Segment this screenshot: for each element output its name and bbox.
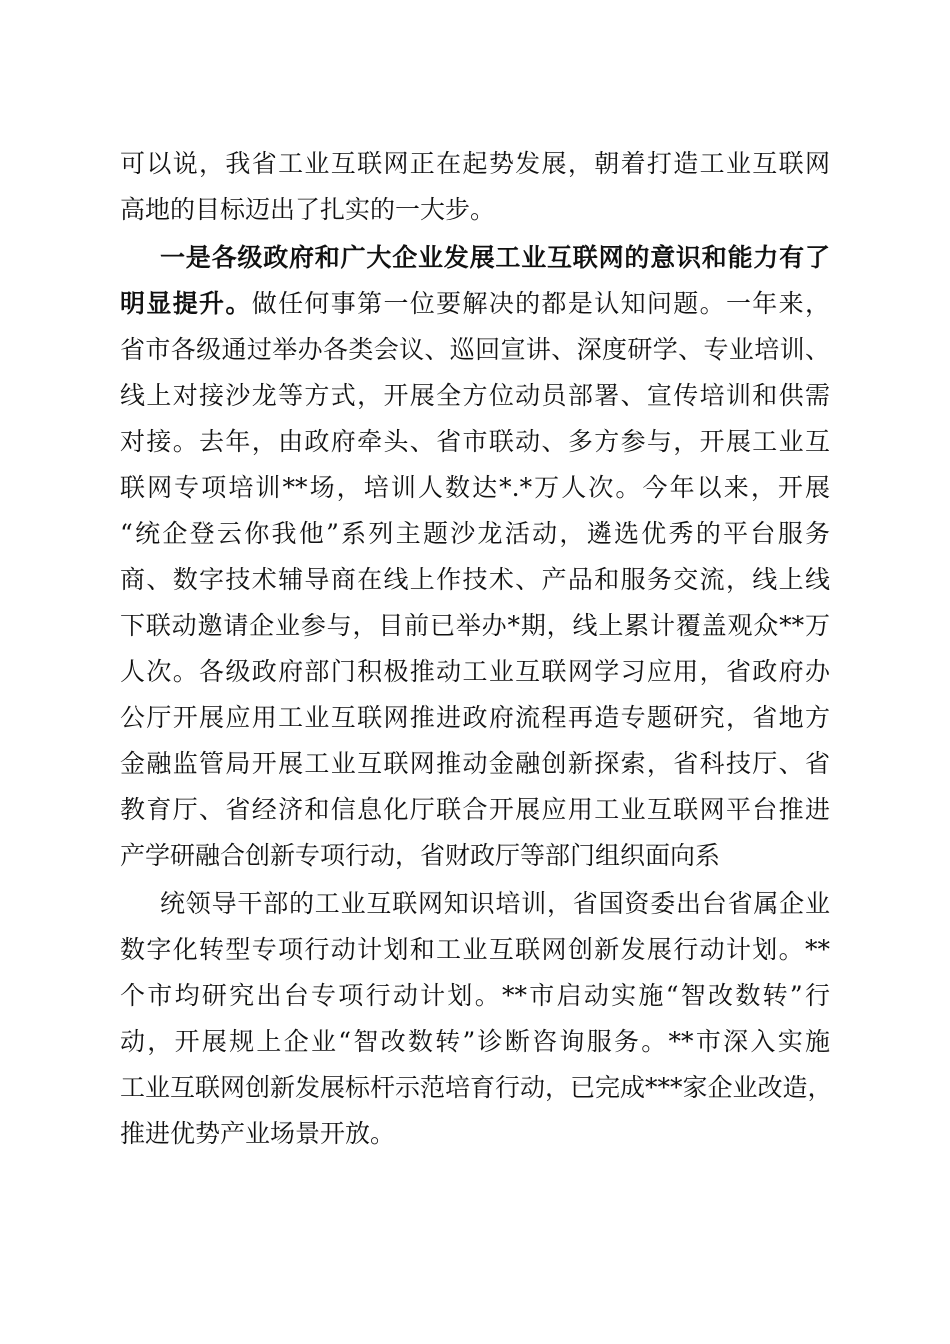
text-line: 动，开展规上企业“智改数转”诊断咨询服务。**市深入实施 [120,1027,830,1056]
text-line: 产学研融合创新专项行动，省财政厅等部门组织面向系 [120,841,721,870]
text-line: 公厅开展应用工业互联网推进政府流程再造专题研究，省地方 [120,703,830,732]
text-line: 可以说，我省工业互联网正在起势发展，朝着打造工业互联网 [120,149,830,178]
text-run: 做任何事第一位要解决的都是认知问题。一年来， [251,289,830,318]
text-line: 教育厅、省经济和信息化厅联合开展应用工业互联网平台推进 [120,795,830,824]
text-line: 推进优势产业场景开放。 [120,1119,396,1148]
text-line [120,281,830,327]
text-line: 个市均研究出台专项行动计划。**市启动实施“智改数转”行 [120,981,830,1010]
paragraph-2 [120,235,830,879]
text-line: “统企登云你我他”系列主题沙龙活动，遴选优秀的平台服务 [120,519,830,548]
text-line: 省市各级通过举办各类会议、巡回宣讲、深度研学、专业培训、 [120,335,830,364]
text-line: 工业互联网创新发展标杆示范培育行动，已完成***家企业改造， [120,1073,833,1102]
text-line: 人次。各级政府部门积极推动工业互联网学习应用，省政府办 [120,657,830,686]
text-line: 线上对接沙龙等方式，开展全方位动员部署、宣传培训和供需 [120,381,830,410]
text-line: 商、数字技术辅导商在线上作技术、产品和服务交流，线上线 [120,565,830,594]
paragraph-1 [120,141,830,233]
document-body [120,141,833,1157]
bold-lead-text: 明显提升。 [120,289,252,318]
text-line: 对接。去年，由政府牵头、省市联动、多方参与，开展工业互 [120,427,830,456]
bold-heading-line: 一是各级政府和广大企业发展工业互联网的意识和能力有了 [160,243,830,272]
paragraph-3 [120,881,833,1157]
text-line: 联网专项培训**场，培训人数达*.*万人次。今年以来，开展 [120,473,830,502]
text-line: 下联动邀请企业参与，目前已举办*期，线上累计覆盖观众**万 [120,611,830,640]
text-line: 高地的目标迈出了扎实的一大步。 [120,195,496,224]
text-line: 统领导干部的工业互联网知识培训，省国资委出台省属企业 [160,889,830,918]
text-line: 数字化转型专项行动计划和工业互联网创新发展行动计划。** [120,935,830,964]
text-line: 金融监管局开展工业互联网推动金融创新探索，省科技厅、省 [120,749,830,778]
